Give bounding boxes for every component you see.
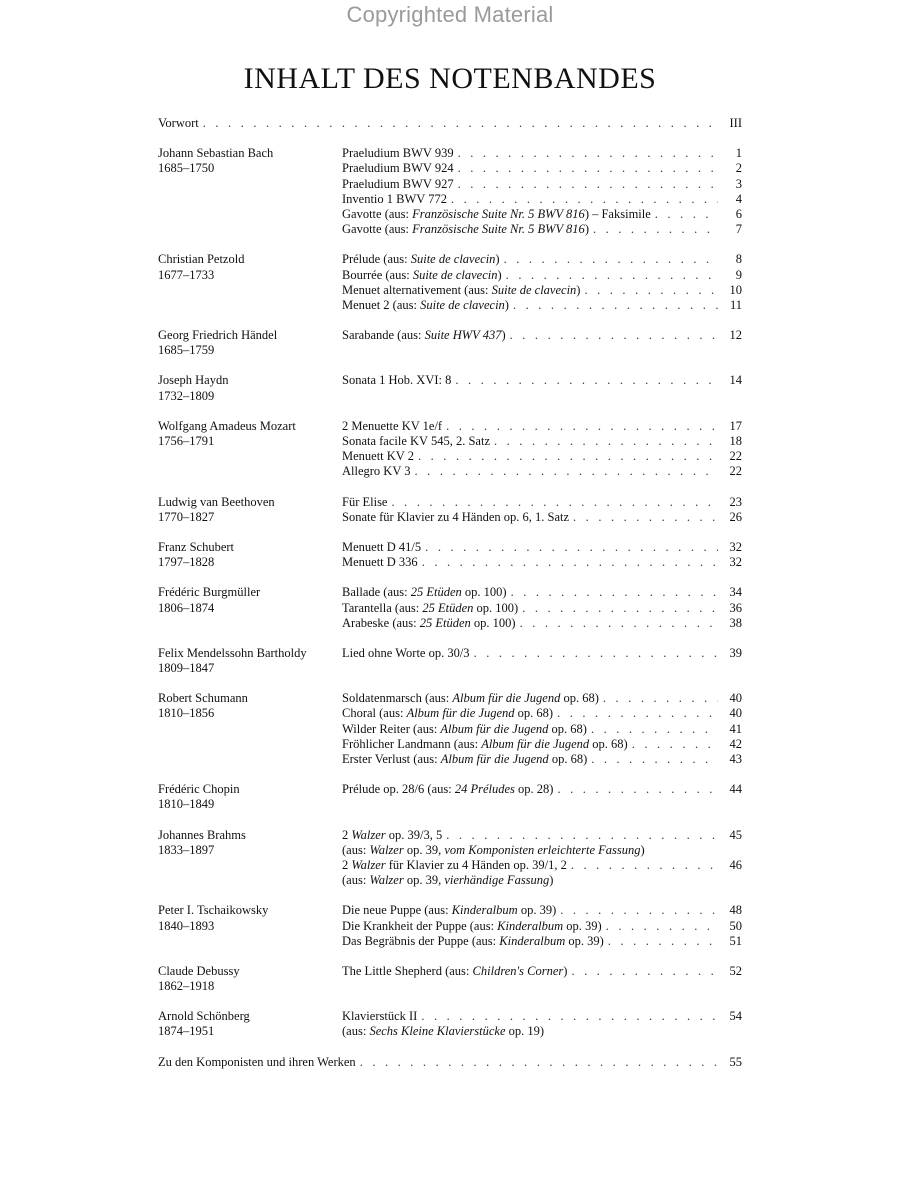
dot-leader: [425, 540, 718, 555]
entry-title: Für Elise: [342, 494, 388, 509]
composer-group: [158, 585, 742, 631]
page-number: 3: [735, 176, 742, 191]
composer-info: [158, 782, 342, 812]
composer-name: Wolfgang Amadeus Mozart: [158, 418, 296, 433]
entry-title: Gavotte (aus: Französische Suite Nr. 5 BWV 816) – Faksimile: [342, 206, 651, 221]
composer-dates: 1810–1856: [158, 706, 215, 721]
toc-entry[interactable]: [342, 434, 742, 449]
toc-entry[interactable]: [342, 782, 742, 797]
composer-dates: 1874–1951: [158, 1024, 215, 1039]
entry-title: Prélude op. 28/6 (aus: 24 Préludes op. 28): [342, 782, 554, 797]
toc-entry[interactable]: [342, 252, 742, 267]
page-number: 6: [735, 206, 742, 221]
toc-entry[interactable]: [342, 737, 742, 752]
entry-title: Menuet alternativement (aus: Suite de clavecin): [342, 282, 581, 297]
composer-dates: 1806–1874: [158, 600, 215, 615]
works-list: [342, 646, 742, 676]
dot-leader: [511, 585, 718, 600]
entry-title: Erster Verlust (aus: Album für die Jugend op. 68): [342, 752, 588, 766]
toc-entry[interactable]: [342, 328, 742, 343]
dot-leader: [422, 555, 718, 570]
page-number: 9: [735, 267, 742, 282]
works-list: [342, 585, 742, 631]
composer-dates: 1809–1847: [158, 661, 215, 676]
entry-title: Menuett D 336: [342, 555, 418, 570]
dot-leader: [560, 903, 718, 918]
composer-group: [158, 495, 742, 525]
composer-name: Frédéric Burgmüller: [158, 585, 261, 600]
entry-title: The Little Shepherd (aus: Children's Corner): [342, 963, 568, 978]
entry-title: Klavierstück II: [342, 1009, 418, 1024]
dot-leader: [571, 964, 718, 979]
entry-title: Allegro KV 3: [342, 464, 411, 479]
composer-name: Johannes Brahms: [158, 827, 246, 842]
page-number: 18: [729, 434, 742, 448]
toc-entry[interactable]: [342, 510, 742, 525]
page-number: 12: [729, 328, 742, 343]
composer-group: [158, 646, 742, 676]
page-number: 43: [729, 752, 742, 766]
composer-group: [158, 252, 742, 313]
composer-dates: 1810–1849: [158, 797, 215, 812]
toc-entry[interactable]: [342, 585, 742, 600]
composer-dates: 1756–1791: [158, 434, 215, 448]
entry-title: Praeludium BWV 939: [342, 146, 454, 161]
composer-info: [158, 1009, 342, 1039]
dot-leader: [584, 283, 718, 298]
page-number: 32: [729, 539, 742, 554]
toc-entry[interactable]: [342, 207, 742, 222]
composer-dates: 1862–1918: [158, 979, 215, 994]
toc-entry[interactable]: [342, 449, 742, 464]
dot-leader: [203, 116, 718, 131]
entry-note: (aus: Sechs Kleine Klavierstücke op. 19): [342, 1024, 545, 1039]
entry-title: Die neue Puppe (aus: Kinderalbum op. 39): [342, 903, 557, 918]
toc-entry[interactable]: [342, 646, 742, 661]
entry-title: Vorwort: [158, 116, 199, 130]
composer-info: [158, 419, 342, 480]
toc-entry[interactable]: [342, 192, 742, 207]
page-number: 54: [729, 1009, 742, 1024]
toc-entry[interactable]: [342, 161, 742, 176]
page-number: 7: [735, 222, 742, 237]
dot-leader: [494, 434, 718, 449]
composer-name: Joseph Haydn: [158, 373, 229, 388]
toc-entry-appendix[interactable]: [158, 1055, 742, 1070]
toc-entry[interactable]: [342, 298, 742, 313]
page-number: 11: [729, 297, 742, 312]
composer-info: [158, 328, 342, 358]
composer-group: [158, 328, 742, 358]
dot-leader: [458, 146, 718, 161]
entry-title: 2 Walzer op. 39/3, 5: [342, 827, 443, 842]
dot-leader: [608, 934, 718, 949]
dot-leader: [504, 252, 718, 267]
page-number: 44: [729, 782, 742, 797]
composer-name: Felix Mendelssohn Bartholdy: [158, 645, 307, 660]
entry-title: Inventio 1 BWV 772: [342, 191, 447, 206]
entry-title: Die Krankheit der Puppe (aus: Kinderalbum op. 39): [342, 918, 602, 933]
works-list: [342, 903, 742, 949]
dot-leader: [451, 192, 718, 207]
entry-title: Fröhlicher Landmann (aus: Album für die Jugend op. 68): [342, 736, 628, 751]
page-number: 36: [729, 600, 742, 615]
composer-dates: 1685–1759: [158, 343, 215, 358]
toc-entry[interactable]: [342, 616, 742, 631]
composer-group: [158, 540, 742, 570]
dot-leader: [458, 161, 718, 176]
entry-title: Prélude (aus: Suite de clavecin): [342, 252, 500, 267]
page-number: 39: [729, 645, 742, 660]
entry-title: Menuett D 41/5: [342, 539, 422, 554]
page-number: 1: [735, 146, 742, 161]
dot-leader: [446, 828, 718, 843]
dot-leader: [520, 616, 718, 631]
composer-name: Robert Schumann: [158, 691, 248, 706]
dot-leader: [606, 919, 718, 934]
composer-group: [158, 782, 742, 812]
entry-note: (aus: Walzer op. 39, vom Komponisten erleichterte Fassung): [342, 842, 645, 857]
dot-leader: [421, 1009, 718, 1024]
dot-leader: [557, 706, 718, 721]
toc-entry[interactable]: [342, 691, 742, 706]
composer-group: [158, 419, 742, 480]
works-list: [342, 419, 742, 480]
dot-leader: [591, 722, 718, 737]
dot-leader: [458, 177, 718, 192]
dot-leader: [632, 737, 718, 752]
dot-leader: [557, 782, 718, 797]
dot-leader: [655, 207, 718, 222]
entry-title: Praeludium BWV 924: [342, 161, 454, 176]
toc-entry[interactable]: [342, 903, 742, 918]
page-number: 8: [735, 252, 742, 267]
dot-leader: [474, 646, 718, 661]
dot-leader: [455, 373, 718, 388]
composer-info: [158, 495, 342, 525]
page-number: 10: [729, 282, 742, 297]
composer-dates: 1833–1897: [158, 842, 215, 857]
composer-group: [158, 691, 742, 767]
page-number: 17: [729, 418, 742, 433]
composer-info: [158, 252, 342, 313]
composer-dates: 1685–1750: [158, 161, 215, 176]
entry-title: Sarabande (aus: Suite HWV 437): [342, 328, 506, 343]
composer-group: [158, 903, 742, 949]
toc-entry[interactable]: [342, 722, 742, 737]
page-title: INHALT DES NOTENBANDES: [243, 62, 657, 95]
page-number: 38: [729, 615, 742, 630]
works-list: [342, 828, 742, 889]
entry-title: 2 Walzer für Klavier zu 4 Händen op. 39/1, 2: [342, 857, 567, 872]
entry-title: Tarantella (aus: 25 Etüden op. 100): [342, 600, 519, 615]
composer-group: [158, 828, 742, 889]
page-number: 55: [729, 1054, 742, 1069]
entry-title: Lied ohne Worte op. 30/3: [342, 645, 470, 660]
composer-info: [158, 373, 342, 403]
composer-groups: [158, 146, 742, 1039]
dot-leader: [510, 328, 718, 343]
composer-info: [158, 903, 342, 949]
toc-entry[interactable]: [342, 858, 742, 873]
page-number: 22: [729, 449, 742, 464]
dot-leader: [506, 268, 718, 283]
dot-leader: [391, 495, 718, 510]
composer-info: [158, 828, 342, 889]
page-number: 41: [729, 721, 742, 736]
works-list: [342, 495, 742, 525]
entry-title: Zu den Komponisten und ihren Werken: [158, 1054, 356, 1069]
toc-entry[interactable]: [342, 540, 742, 555]
page-number: 46: [729, 857, 742, 872]
entry-title: Sonata 1 Hob. XVI: 8: [342, 373, 452, 388]
composer-name: Frédéric Chopin: [158, 782, 240, 797]
toc-entry[interactable]: [342, 464, 742, 479]
works-list: [342, 328, 742, 358]
page-number: 48: [729, 903, 742, 918]
toc-entry[interactable]: [342, 283, 742, 298]
entry-title: Das Begräbnis der Puppe (aus: Kinderalbum op. 39): [342, 933, 604, 948]
works-list: [342, 252, 742, 313]
dot-leader: [593, 222, 718, 237]
entry-title: Menuett KV 2: [342, 449, 414, 464]
dot-leader: [415, 464, 718, 479]
page-number: 51: [729, 933, 742, 948]
toc-entry[interactable]: [342, 222, 742, 237]
toc-entry[interactable]: [342, 706, 742, 721]
composer-name: Franz Schubert: [158, 539, 235, 554]
toc-entry[interactable]: [342, 495, 742, 510]
entry-title: Bourrée (aus: Suite de clavecin): [342, 267, 502, 282]
composer-group: [158, 373, 742, 403]
composer-name: Christian Petzold: [158, 252, 245, 267]
dot-leader: [418, 449, 718, 464]
entry-title: Choral (aus: Album für die Jugend op. 68): [342, 706, 554, 721]
page-number: 45: [729, 827, 742, 842]
dot-leader: [513, 298, 718, 313]
composer-dates: 1732–1809: [158, 388, 215, 403]
page-number: 52: [729, 963, 742, 978]
table-of-contents: [158, 116, 742, 1070]
works-list: [342, 1009, 742, 1039]
composer-dates: 1677–1733: [158, 267, 215, 282]
entry-title: Soldatenmarsch (aus: Album für die Jugend op. 68): [342, 691, 599, 706]
composer-name: Arnold Schönberg: [158, 1009, 250, 1024]
composer-dates: 1770–1827: [158, 509, 215, 524]
composer-name: Ludwig van Beethoven: [158, 494, 275, 509]
composer-dates: 1797–1828: [158, 555, 215, 570]
dot-leader: [603, 691, 718, 706]
composer-name: Georg Friedrich Händel: [158, 328, 278, 343]
toc-entry[interactable]: [342, 934, 742, 949]
page-number: 50: [729, 918, 742, 933]
toc-entry[interactable]: [342, 177, 742, 192]
composer-name: Claude Debussy: [158, 963, 240, 978]
composer-group: [158, 964, 742, 994]
entry-title: 2 Menuette KV 1e/f: [342, 418, 443, 433]
toc-entry-preface[interactable]: [158, 116, 742, 131]
dot-leader: [573, 510, 718, 525]
dot-leader: [522, 601, 718, 616]
works-list: [342, 540, 742, 570]
toc-entry[interactable]: [342, 146, 742, 161]
entry-title: Gavotte (aus: Französische Suite Nr. 5 BWV 816): [342, 222, 589, 237]
page-number: 40: [729, 706, 742, 721]
dot-leader: [571, 858, 718, 873]
composer-dates: 1840–1893: [158, 918, 215, 933]
entry-note: (aus: Walzer op. 39, vierhändige Fassung): [342, 873, 554, 888]
dot-leader: [446, 419, 718, 434]
page-number: III: [729, 116, 742, 130]
page-number: 34: [729, 585, 742, 600]
page-number: 40: [729, 691, 742, 706]
entry-title: Praeludium BWV 927: [342, 176, 454, 191]
works-list: [342, 782, 742, 812]
works-list: [342, 691, 742, 767]
entry-title: Ballade (aus: 25 Etüden op. 100): [342, 585, 507, 600]
page-number: 23: [729, 494, 742, 509]
entry-title: Arabeske (aus: 25 Etüden op. 100): [342, 615, 516, 630]
toc-entry[interactable]: [342, 828, 742, 843]
toc-entry[interactable]: [342, 555, 742, 570]
composer-name: Peter I. Tschaikowsky: [158, 903, 269, 918]
works-list: [342, 373, 742, 403]
toc-entry[interactable]: [342, 1009, 742, 1024]
toc-entry[interactable]: [342, 752, 742, 767]
composer-name: Johann Sebastian Bach: [158, 146, 274, 161]
entry-title: Menuet 2 (aus: Suite de clavecin): [342, 297, 509, 312]
works-list: [342, 146, 742, 237]
page-number: 2: [735, 161, 742, 176]
copyright-watermark: Copyrighted Material: [346, 2, 554, 27]
composer-info: [158, 964, 342, 994]
entry-title: Wilder Reiter (aus: Album für die Jugend op. 68): [342, 721, 587, 736]
toc-entry[interactable]: [342, 601, 742, 616]
toc-entry[interactable]: [342, 268, 742, 283]
page-number: 22: [729, 464, 742, 479]
dot-leader: [360, 1055, 718, 1070]
page-number: 32: [729, 555, 742, 570]
composer-group: [158, 1009, 742, 1039]
composer-info: [158, 585, 342, 631]
composer-info: [158, 146, 342, 237]
composer-info: [158, 691, 342, 767]
page-number: 4: [735, 191, 742, 206]
page-number: 26: [729, 509, 742, 524]
composer-info: [158, 646, 342, 676]
toc-entry[interactable]: [342, 919, 742, 934]
page-number: 42: [729, 736, 742, 751]
page-number: 14: [729, 373, 742, 388]
dot-leader: [591, 752, 718, 767]
composer-group: [158, 146, 742, 237]
entry-title: Sonate für Klavier zu 4 Händen op. 6, 1. Satz: [342, 509, 570, 524]
entry-title: Sonata facile KV 545, 2. Satz: [342, 434, 490, 448]
works-list: [342, 964, 742, 994]
toc-entry[interactable]: [342, 964, 742, 979]
toc-entry[interactable]: [342, 373, 742, 388]
composer-info: [158, 540, 342, 570]
toc-entry[interactable]: [342, 419, 742, 434]
